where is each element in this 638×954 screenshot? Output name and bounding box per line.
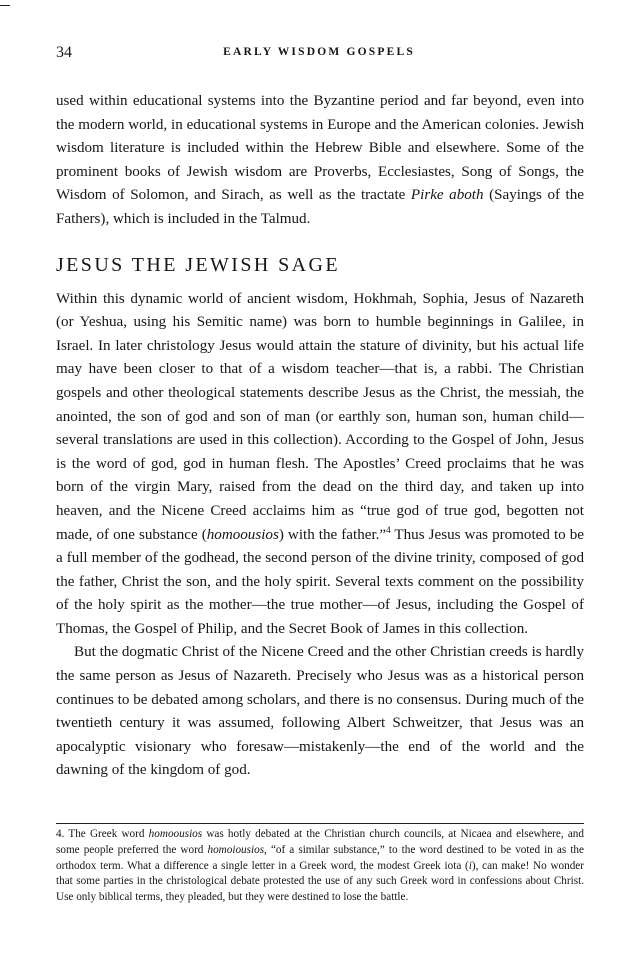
- footnote-text-d: ), can make! No wonder that some parties in the christological debate protested the use of any such Greek word in confessions about Christ. Use only biblical terms, they pleaded, but they were destined to lose the battle.: [56, 859, 584, 904]
- footnote-rule: [56, 823, 584, 824]
- footnote-italic-2: homoiousios,: [207, 843, 267, 856]
- paragraph-1-text-a: used within educational systems into the Byzantine period and far beyond, even into the modern world, in educational systems in Europe and the American colonies. Jewish wisdom literature is included within the Hebrew Bible and elsewhere. Some of the prominent books of Jewish wisdom are Proverbs, Ecclesiastes, Song of Songs, the Wisdom of Solomon, and Sirach, as well as the tractate: [56, 93, 584, 204]
- paragraph-1-text-b: (Sayings of the Fathers), which is included in the Talmud.: [56, 187, 584, 227]
- paragraph-2-text-a: Within this dynamic world of ancient wisdom, Hokhmah, Sophia, Jesus of Nazareth (or Yeshua, using his Semitic name) was born to humble beginnings in Galilee, in Israel. In later christology Jesus would attain the stature of divinity, but his actual life may have been closer to that of a wisdom teacher—that is, a rabbi. The Christian gospels and other theological statements describe Jesus as the Christ, the messiah, the anointed, the son of god and son of man (or earthly son, human son, human child—several translations are used in this collection). According to the Gospel of John, Jesus is the word of god, god in human flesh. The Apostles’ Creed proclaims that he was born of the virgin Mary, raised from the dead on the third day, and taken up into heaven, and the Nicene Creed acclaims him as “true god of true god, begotten not made, of one substance (: [56, 290, 584, 543]
- paragraph-3: But the dogmatic Christ of the Nicene Creed and the other Christian creeds is hardly the same person as Jesus of Nazareth. Precisely who Jesus was as a historical person continues to be debated among scholars, and there is no consensus. During much of the twentieth century it was assumed, following Albert Schweitzer, that Jesus was an apocalyptic visionary who foresaw—mistakenly—the end of the world and the dawning of the kingdom of god.: [56, 644, 584, 779]
- paragraph-2: [56, 288, 584, 642]
- corner-crop-mark: [0, 5, 10, 6]
- running-head: EARLY WISDOM GOSPELS: [223, 46, 415, 58]
- paragraph-1: [56, 90, 584, 232]
- paragraph-1-italic: Pirke aboth: [410, 187, 484, 204]
- section-heading: JESUS THE JEWISH SAGE: [56, 253, 340, 276]
- paragraph-2-text-b: ) with the father.”: [278, 526, 387, 543]
- paragraph-2-text-c: Thus Jesus was promoted to be a full member of the godhead, the second person of the divine trinity, composed of god the father, Christ the son, and the holy spirit. Several texts comment on the possibility of the holy spirit as the mother—the true mother—of Jesus, including the Gospel of Thomas, the Gospel of Philip, and the Secret Book of James in this collection.: [56, 526, 584, 637]
- paragraph-2-italic: homoousios: [206, 526, 279, 543]
- footnote-italic-3: i: [468, 859, 472, 872]
- footnote-text-a: The Greek word: [64, 828, 149, 840]
- footnote-text-c: “of a similar substance,” to the word destined to be voted in as the orthodox term. What a difference a single letter in a Greek word, the modest Greek iota (: [56, 843, 584, 872]
- footnote: [56, 827, 584, 906]
- footnote-italic-1: homoousios: [148, 828, 203, 840]
- footnote-reference[interactable]: 4: [386, 524, 391, 535]
- main-text: [56, 90, 584, 783]
- page-number: 34: [56, 44, 72, 61]
- page-header: [56, 44, 582, 64]
- footnote-text-b: was hotly debated at the Christian church councils, at Nicaea and elsewhere, and some people preferred the word: [56, 828, 584, 856]
- footnote-number: 4.: [56, 828, 65, 840]
